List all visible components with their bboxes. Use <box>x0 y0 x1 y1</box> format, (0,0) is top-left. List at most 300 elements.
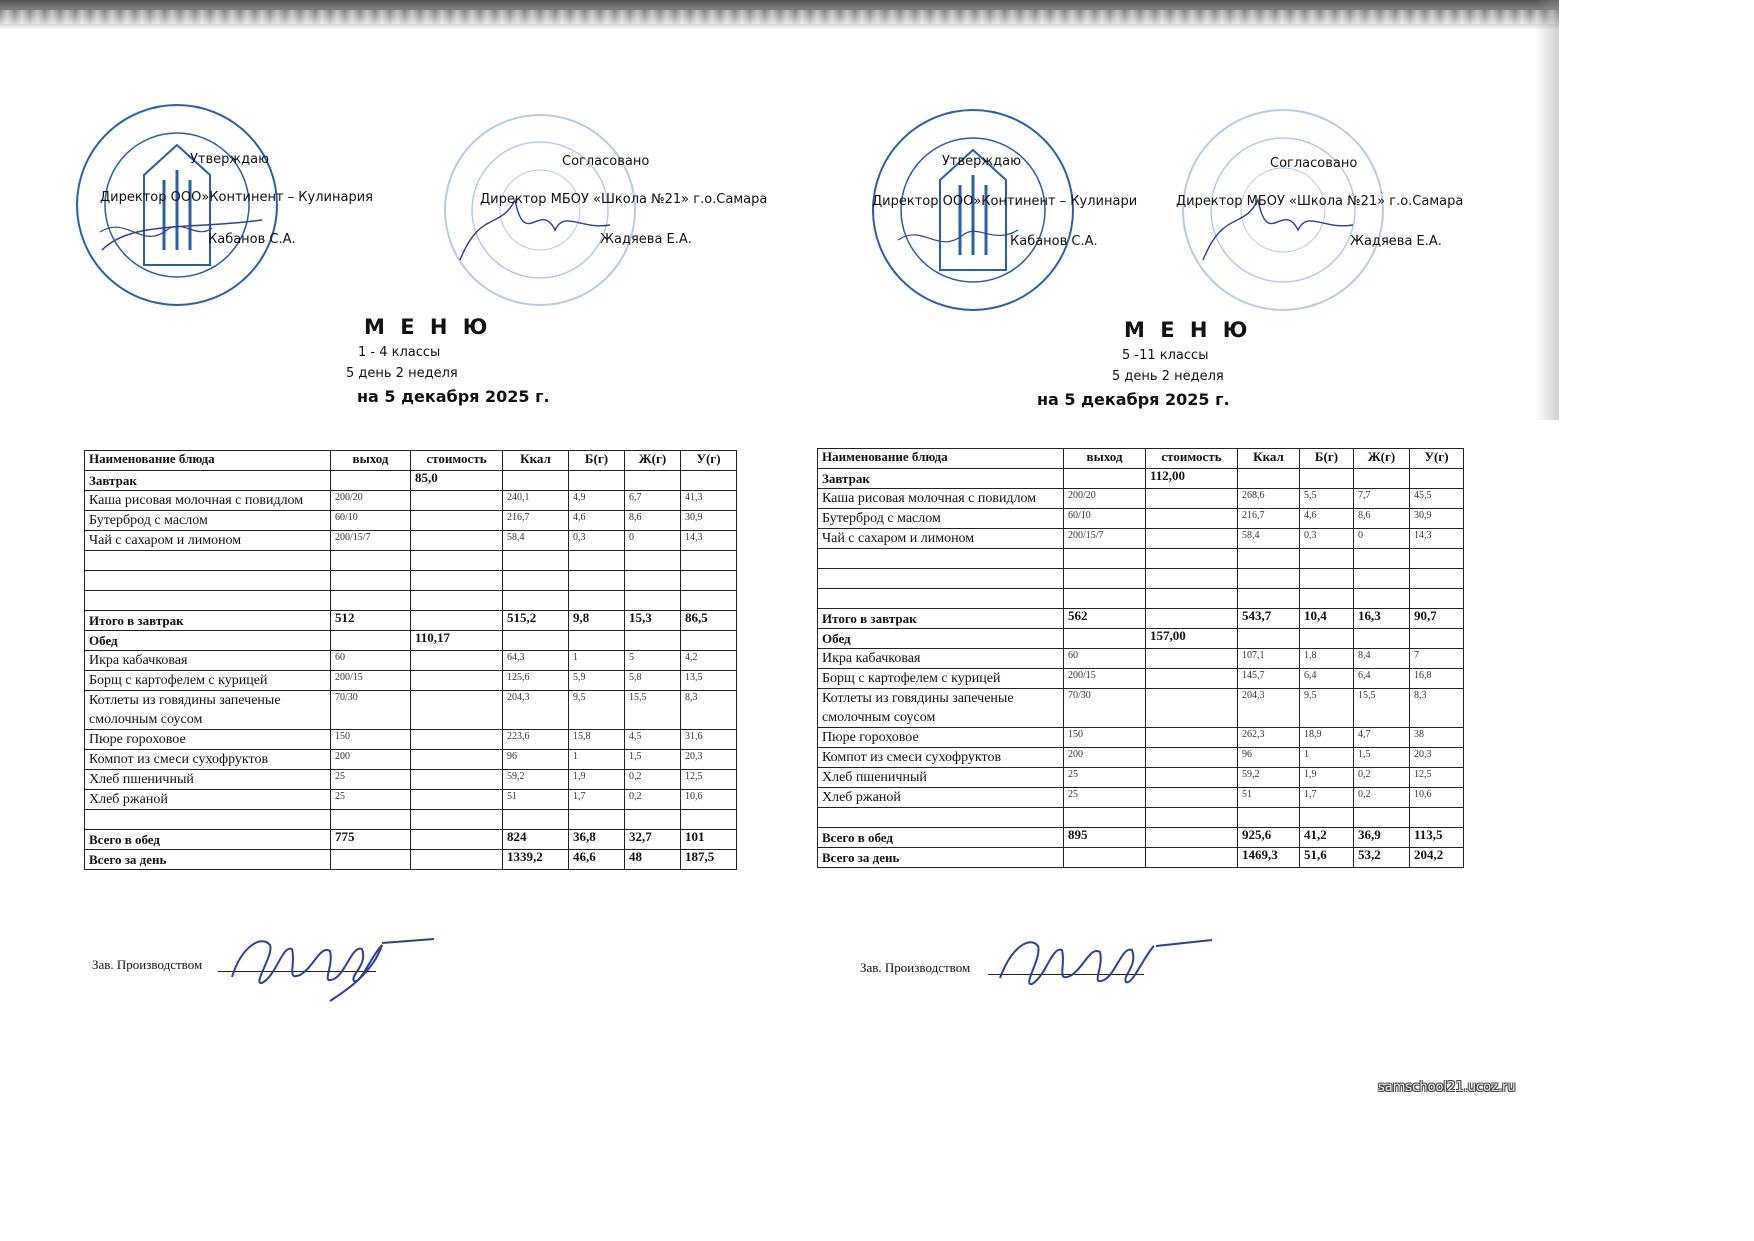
col-header-fat: Ж(г) <box>1354 449 1410 469</box>
cell-yield <box>331 551 411 571</box>
cell-fat: 0 <box>625 531 681 551</box>
cell-cost <box>411 671 503 691</box>
right-menu-title: М Е Н Ю <box>1124 318 1252 342</box>
cell-yield: 25 <box>1064 788 1146 808</box>
col-header-kcal: Ккал <box>1238 449 1300 469</box>
cell-carbs: 14,3 <box>681 531 737 551</box>
cell-protein <box>569 591 625 611</box>
cell-yield: 25 <box>331 790 411 810</box>
cell-protein: 36,8 <box>569 830 625 850</box>
cell-dish-name: Обед <box>818 629 1064 649</box>
cell-carbs: 10,6 <box>1410 788 1464 808</box>
cell-kcal: 216,7 <box>1238 509 1300 529</box>
col-header-yield: выход <box>331 451 411 471</box>
cell-cost <box>1146 848 1238 868</box>
scan-right-edge <box>1535 0 1559 420</box>
cell-kcal <box>503 571 569 591</box>
cell-kcal: 543,7 <box>1238 609 1300 629</box>
cell-dish-name: Икра кабачковая <box>85 651 331 671</box>
table-row <box>85 571 737 591</box>
cell-kcal <box>1238 469 1300 489</box>
cell-protein: 15,8 <box>569 730 625 750</box>
cell-dish-name <box>85 591 331 611</box>
cell-yield <box>331 591 411 611</box>
cell-yield <box>1064 589 1146 609</box>
col-header-protein: Б(г) <box>569 451 625 471</box>
table-row <box>818 848 1464 868</box>
cell-protein: 9,8 <box>569 611 625 631</box>
cell-protein <box>1300 589 1354 609</box>
cell-kcal: 145,7 <box>1238 669 1300 689</box>
cell-kcal: 204,3 <box>1238 689 1300 728</box>
cell-dish-name <box>818 589 1064 609</box>
cell-yield: 562 <box>1064 609 1146 629</box>
cell-carbs: 8,3 <box>681 691 737 730</box>
cell-kcal: 262,3 <box>1238 728 1300 748</box>
cell-dish-name: Пюре гороховое <box>85 730 331 750</box>
cell-fat: 7,7 <box>1354 489 1410 509</box>
cell-protein: 4,6 <box>1300 509 1354 529</box>
cell-protein: 4,9 <box>569 491 625 511</box>
cell-protein: 9,5 <box>1300 689 1354 728</box>
cell-protein: 5,9 <box>569 671 625 691</box>
left-approve-name: Кабанов С.А. <box>208 232 296 247</box>
cell-yield: 200/15/7 <box>1064 529 1146 549</box>
cell-protein: 9,5 <box>569 691 625 730</box>
left-company-seal-icon <box>72 100 282 310</box>
cell-fat <box>1354 469 1410 489</box>
cell-cost <box>1146 788 1238 808</box>
table-row <box>818 609 1464 629</box>
cell-yield: 895 <box>1064 828 1146 848</box>
cell-protein: 0,3 <box>1300 529 1354 549</box>
cell-kcal <box>1238 589 1300 609</box>
col-header-name: Наименование блюда <box>85 451 331 471</box>
cell-carbs: 86,5 <box>681 611 737 631</box>
cell-protein: 46,6 <box>569 850 625 870</box>
cell-protein: 1,9 <box>1300 768 1354 788</box>
cell-carbs: 12,5 <box>681 770 737 790</box>
cell-yield <box>1064 848 1146 868</box>
cell-fat <box>625 631 681 651</box>
table-row <box>818 669 1464 689</box>
cell-kcal: 515,2 <box>503 611 569 631</box>
cell-yield <box>331 471 411 491</box>
cell-protein <box>1300 549 1354 569</box>
cell-dish-name: Всего за день <box>85 850 331 870</box>
cell-kcal: 216,7 <box>503 511 569 531</box>
cell-fat <box>1354 808 1410 828</box>
cell-protein <box>1300 469 1354 489</box>
col-header-fat: Ж(г) <box>625 451 681 471</box>
cell-protein: 0,3 <box>569 531 625 551</box>
cell-carbs: 13,5 <box>681 671 737 691</box>
left-menu-table <box>84 450 737 870</box>
right-footer-signature-icon <box>990 918 1215 998</box>
cell-dish-name: Чай с сахаром и лимоном <box>818 529 1064 549</box>
cell-dish-name: Пюре гороховое <box>818 728 1064 748</box>
cell-yield: 200 <box>1064 748 1146 768</box>
cell-kcal: 64,3 <box>503 651 569 671</box>
table-header-row <box>818 449 1464 469</box>
cell-kcal: 1469,3 <box>1238 848 1300 868</box>
cell-protein <box>569 471 625 491</box>
cell-carbs: 31,6 <box>681 730 737 750</box>
cell-kcal <box>1238 549 1300 569</box>
left-school-seal-icon <box>440 110 640 310</box>
cell-kcal: 223,6 <box>503 730 569 750</box>
cell-carbs <box>681 810 737 830</box>
cell-carbs <box>1410 549 1464 569</box>
cell-cost <box>411 551 503 571</box>
cell-dish-name: Компот из смеси сухофруктов <box>818 748 1064 768</box>
cell-dish-name: Всего в обед <box>818 828 1064 848</box>
cell-yield: 775 <box>331 830 411 850</box>
left-menu-title: М Е Н Ю <box>364 315 492 339</box>
col-header-name: Наименование блюда <box>818 449 1064 469</box>
cell-fat: 15,5 <box>625 691 681 730</box>
cell-cost <box>411 511 503 531</box>
cell-dish-name: Каша рисовая молочная с повидлом <box>818 489 1064 509</box>
table-row <box>85 671 737 691</box>
cell-cost: 157,00 <box>1146 629 1238 649</box>
cell-kcal: 1339,2 <box>503 850 569 870</box>
watermark: samschool21.ucoz.ru <box>1378 1080 1516 1095</box>
cell-protein: 51,6 <box>1300 848 1354 868</box>
cell-protein: 1 <box>569 750 625 770</box>
cell-carbs: 14,3 <box>1410 529 1464 549</box>
cell-dish-name: Хлеб ржаной <box>818 788 1064 808</box>
cell-dish-name: Чай с сахаром и лимоном <box>85 531 331 551</box>
cell-kcal: 51 <box>503 790 569 810</box>
cell-cost <box>411 651 503 671</box>
cell-cost <box>1146 808 1238 828</box>
cell-dish-name: Завтрак <box>85 471 331 491</box>
cell-dish-name: Хлеб ржаной <box>85 790 331 810</box>
cell-dish-name: Хлеб пшеничный <box>85 770 331 790</box>
cell-kcal: 59,2 <box>1238 768 1300 788</box>
cell-protein <box>569 810 625 830</box>
cell-carbs: 101 <box>681 830 737 850</box>
col-header-carbs: У(г) <box>681 451 737 471</box>
cell-fat: 1,5 <box>625 750 681 770</box>
cell-fat: 0,2 <box>1354 788 1410 808</box>
cell-fat: 4,7 <box>1354 728 1410 748</box>
cell-fat <box>625 471 681 491</box>
cell-protein: 1 <box>569 651 625 671</box>
table-row <box>818 469 1464 489</box>
cell-dish-name <box>818 808 1064 828</box>
cell-kcal <box>1238 569 1300 589</box>
left-agree-label: Согласовано <box>562 154 650 169</box>
table-row <box>818 788 1464 808</box>
cell-fat <box>625 551 681 571</box>
cell-kcal: 925,6 <box>1238 828 1300 848</box>
table-row <box>818 569 1464 589</box>
cell-cost: 110,17 <box>411 631 503 651</box>
cell-dish-name: Бутерброд с маслом <box>85 511 331 531</box>
col-header-protein: Б(г) <box>1300 449 1354 469</box>
cell-cost <box>1146 609 1238 629</box>
cell-yield <box>1064 808 1146 828</box>
cell-fat <box>625 571 681 591</box>
cell-fat: 8,4 <box>1354 649 1410 669</box>
table-row <box>818 728 1464 748</box>
table-row <box>818 589 1464 609</box>
left-footer-signature-icon <box>222 915 437 1005</box>
cell-kcal: 824 <box>503 830 569 850</box>
cell-cost <box>411 611 503 631</box>
table-row <box>85 611 737 631</box>
cell-fat: 4,5 <box>625 730 681 750</box>
cell-fat <box>625 591 681 611</box>
right-agree-name: Жадяева Е.А. <box>1350 234 1442 249</box>
right-footer-label: Зав. Производством <box>860 960 971 975</box>
cell-dish-name: Икра кабачковая <box>818 649 1064 669</box>
cell-fat: 36,9 <box>1354 828 1410 848</box>
cell-fat: 5 <box>625 651 681 671</box>
cell-carbs: 113,5 <box>1410 828 1464 848</box>
cell-yield: 25 <box>1064 768 1146 788</box>
left-agree-position: Директор МБОУ «Школа №21» г.о.Самара <box>480 192 768 207</box>
cell-yield <box>1064 469 1146 489</box>
cell-dish-name: Итого в завтрак <box>85 611 331 631</box>
table-row <box>85 591 737 611</box>
cell-carbs <box>681 571 737 591</box>
cell-kcal: 58,4 <box>503 531 569 551</box>
cell-fat <box>1354 569 1410 589</box>
table-row <box>85 770 737 790</box>
right-company-seal-icon <box>868 105 1078 315</box>
cell-yield: 60/10 <box>1064 509 1146 529</box>
cell-fat: 1,5 <box>1354 748 1410 768</box>
table-row <box>85 730 737 750</box>
cell-cost <box>411 810 503 830</box>
col-header-yield: выход <box>1064 449 1146 469</box>
cell-fat: 32,7 <box>625 830 681 850</box>
cell-fat: 0 <box>1354 529 1410 549</box>
cell-yield: 150 <box>1064 728 1146 748</box>
cell-carbs: 38 <box>1410 728 1464 748</box>
cell-kcal <box>503 551 569 571</box>
right-agree-position: Директор МБОУ «Школа №21» г.о.Самара <box>1176 194 1464 209</box>
table-row <box>818 549 1464 569</box>
cell-carbs: 45,5 <box>1410 489 1464 509</box>
table-row <box>85 551 737 571</box>
cell-cost <box>1146 589 1238 609</box>
cell-kcal: 125,6 <box>503 671 569 691</box>
table-row <box>818 529 1464 549</box>
right-agree-label: Согласовано <box>1270 156 1358 171</box>
cell-cost <box>411 730 503 750</box>
cell-fat: 8,6 <box>1354 509 1410 529</box>
right-approve-label: Утверждаю <box>942 154 1022 169</box>
table-row <box>818 828 1464 848</box>
cell-fat <box>1354 629 1410 649</box>
cell-yield <box>1064 629 1146 649</box>
cell-dish-name: Каша рисовая молочная с повидлом <box>85 491 331 511</box>
cell-protein <box>569 571 625 591</box>
cell-carbs: 41,3 <box>681 491 737 511</box>
right-grades: 5 -11 классы <box>1122 348 1209 363</box>
cell-carbs <box>1410 469 1464 489</box>
cell-protein: 5,5 <box>1300 489 1354 509</box>
table-row <box>85 491 737 511</box>
cell-dish-name: Котлеты из говядины запеченые смолочным соусом <box>818 689 1064 728</box>
cell-protein: 6,4 <box>1300 669 1354 689</box>
cell-carbs: 7 <box>1410 649 1464 669</box>
cell-yield <box>1064 569 1146 589</box>
cell-fat: 8,6 <box>625 511 681 531</box>
cell-kcal: 204,3 <box>503 691 569 730</box>
cell-protein: 41,2 <box>1300 828 1354 848</box>
cell-kcal: 96 <box>503 750 569 770</box>
cell-yield <box>331 850 411 870</box>
col-header-carbs: У(г) <box>1410 449 1464 469</box>
cell-protein: 1,9 <box>569 770 625 790</box>
cell-carbs: 20,3 <box>1410 748 1464 768</box>
table-row <box>85 850 737 870</box>
cell-cost <box>1146 689 1238 728</box>
left-footer-label: Зав. Производством <box>92 957 203 972</box>
cell-cost <box>411 850 503 870</box>
cell-carbs: 187,5 <box>681 850 737 870</box>
cell-yield: 200/15 <box>1064 669 1146 689</box>
cell-cost <box>411 830 503 850</box>
cell-kcal: 58,4 <box>1238 529 1300 549</box>
cell-kcal: 51 <box>1238 788 1300 808</box>
cell-fat <box>1354 589 1410 609</box>
cell-protein <box>1300 808 1354 828</box>
cell-protein <box>569 631 625 651</box>
right-table-body <box>818 469 1464 868</box>
cell-dish-name <box>85 571 331 591</box>
left-date: на 5 декабря 2025 г. <box>357 387 550 406</box>
right-week: 5 день 2 неделя <box>1112 369 1224 384</box>
right-school-seal-icon <box>1178 105 1388 315</box>
cell-yield: 70/30 <box>1064 689 1146 728</box>
cell-cost <box>1146 489 1238 509</box>
cell-protein <box>1300 629 1354 649</box>
cell-yield <box>331 571 411 591</box>
cell-cost <box>411 491 503 511</box>
cell-kcal <box>503 810 569 830</box>
cell-yield: 150 <box>331 730 411 750</box>
cell-dish-name: Борщ с картофелем с курицей <box>85 671 331 691</box>
cell-protein <box>1300 569 1354 589</box>
cell-fat: 48 <box>625 850 681 870</box>
right-menu-table <box>817 448 1464 868</box>
cell-carbs <box>681 551 737 571</box>
cell-carbs: 8,3 <box>1410 689 1464 728</box>
cell-cost <box>411 770 503 790</box>
cell-carbs: 16,8 <box>1410 669 1464 689</box>
cell-fat: 6,4 <box>1354 669 1410 689</box>
cell-kcal: 268,6 <box>1238 489 1300 509</box>
cell-dish-name: Завтрак <box>818 469 1064 489</box>
cell-cost <box>411 571 503 591</box>
cell-protein: 10,4 <box>1300 609 1354 629</box>
cell-dish-name <box>818 549 1064 569</box>
cell-dish-name: Хлеб пшеничный <box>818 768 1064 788</box>
cell-protein <box>569 551 625 571</box>
right-approve-position: Директор ООО»Континент – Кулинари <box>872 194 1138 209</box>
cell-kcal: 240,1 <box>503 491 569 511</box>
cell-yield <box>331 810 411 830</box>
cell-carbs: 20,3 <box>681 750 737 770</box>
col-header-cost: стоимость <box>1146 449 1238 469</box>
cell-cost <box>411 591 503 611</box>
cell-cost <box>1146 569 1238 589</box>
cell-cost <box>1146 728 1238 748</box>
cell-carbs: 30,9 <box>681 511 737 531</box>
cell-carbs: 30,9 <box>1410 509 1464 529</box>
left-approve-label: Утверждаю <box>190 152 270 167</box>
table-row <box>818 509 1464 529</box>
cell-cost <box>1146 509 1238 529</box>
cell-fat: 5,8 <box>625 671 681 691</box>
table-row <box>818 748 1464 768</box>
cell-protein: 1,7 <box>569 790 625 810</box>
cell-cost <box>1146 529 1238 549</box>
cell-carbs <box>681 631 737 651</box>
scan-noise <box>0 10 1559 24</box>
table-row <box>818 689 1464 728</box>
cell-cost <box>1146 649 1238 669</box>
left-agree-name: Жадяева Е.А. <box>600 232 692 247</box>
cell-cost <box>1146 748 1238 768</box>
cell-yield: 200/15/7 <box>331 531 411 551</box>
cell-kcal <box>1238 808 1300 828</box>
cell-dish-name: Итого в завтрак <box>818 609 1064 629</box>
cell-yield: 60/10 <box>331 511 411 531</box>
table-row <box>818 768 1464 788</box>
cell-fat <box>625 810 681 830</box>
table-row <box>818 629 1464 649</box>
table-row <box>85 651 737 671</box>
cell-carbs <box>681 471 737 491</box>
table-row <box>85 691 737 730</box>
cell-carbs: 10,6 <box>681 790 737 810</box>
cell-kcal: 59,2 <box>503 770 569 790</box>
left-approve-position: Директор ООО»Континент – Кулинария <box>100 190 373 205</box>
cell-cost <box>1146 828 1238 848</box>
cell-protein: 1,7 <box>1300 788 1354 808</box>
cell-carbs <box>1410 808 1464 828</box>
cell-yield: 200/20 <box>331 491 411 511</box>
cell-fat: 0,2 <box>1354 768 1410 788</box>
cell-yield: 200 <box>331 750 411 770</box>
cell-kcal: 107,1 <box>1238 649 1300 669</box>
cell-cost: 112,00 <box>1146 469 1238 489</box>
cell-dish-name: Котлеты из говядины запеченые смолочным соусом <box>85 691 331 730</box>
cell-dish-name: Компот из смеси сухофруктов <box>85 750 331 770</box>
table-row <box>85 750 737 770</box>
table-row <box>818 489 1464 509</box>
cell-dish-name: Всего в обед <box>85 830 331 850</box>
table-row <box>85 631 737 651</box>
cell-dish-name: Обед <box>85 631 331 651</box>
cell-cost <box>1146 669 1238 689</box>
cell-carbs: 204,2 <box>1410 848 1464 868</box>
table-header-row <box>85 451 737 471</box>
cell-fat: 16,3 <box>1354 609 1410 629</box>
left-grades: 1 - 4 классы <box>358 345 441 360</box>
cell-cost <box>411 531 503 551</box>
table-row <box>85 810 737 830</box>
cell-kcal <box>503 471 569 491</box>
table-row <box>85 511 737 531</box>
